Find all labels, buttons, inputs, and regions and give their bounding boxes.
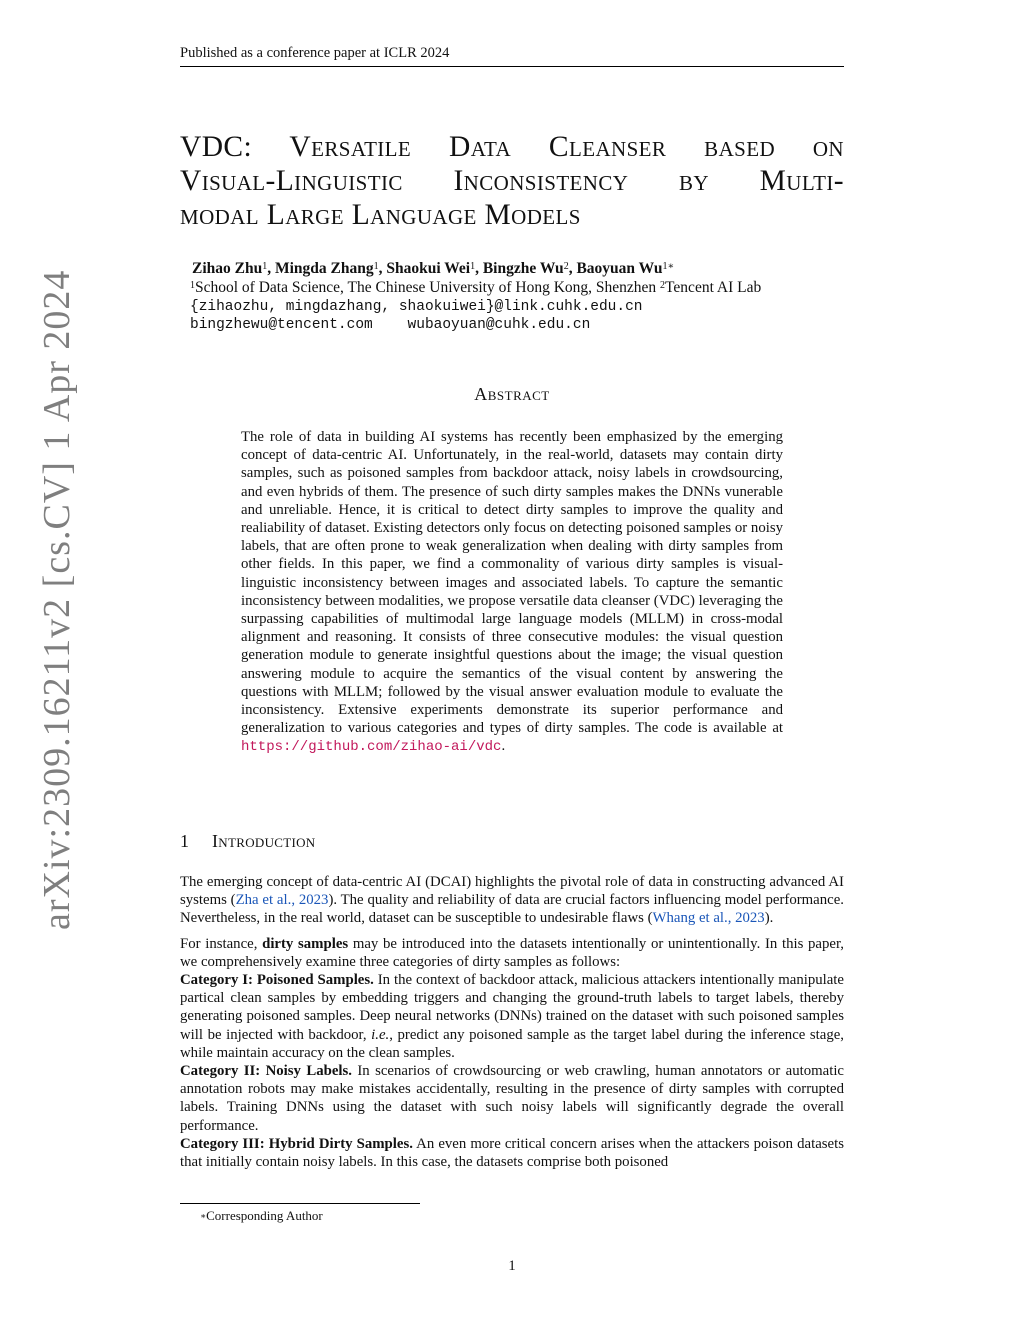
paragraph-category-3: Category III: Hybrid Dirty Samples. An even more critical concern arises when the attackers poison datasets that initially contain noisy labels. In this case, the datasets comprise both poisoned — [180, 1135, 844, 1171]
paragraph: For instance, dirty samples may be introduced into the datasets intentionally or unintentionally. In this paper, we comprehensively examine three categories of dirty samples as follows: — [180, 935, 844, 970]
abstract-body: The role of data in building AI systems has recently been emphasized by the emerging concept of data-centric AI. Unfortunately, in the real-world, datasets may contain dirty samples, such as poisoned samples from backdoor attack, noisy labels in crowdsourcing, and even hybrids of them. The presence of such dirty samples makes the DNNs vunerable and unreliable. Hence, it is critical to detect dirty samples to improve the quality and realiability of dataset. Existing detectors only focus on detecting poisoned samples or noisy labels, that are often prone to weak generalization when dealing with dirty samples from other fields. In this paper, we find a commonality of various dirty samples is visual-linguistic inconsistency between images and associated labels. To capture the semantic inconsistency between modalities, we propose versatile data cleanser (VDC) leveraging the surpassing capabilities of multimodal large language models (MLLM) in cross-modal alignment and reasoning. It consists of three consecutive modules: the visual question generation module to generate insightful questions about the image; the visual question answering module to acquire the semantics of the visual content by answering the questions with MLLM; followed by the visual answer evaluation module to evaluate the inconsistency. Extensive experiments demonstrate its superior performance and generalization to various categories and types of dirty samples. The code is available at https://github.com/zihao-ai/vdc. — [241, 429, 783, 756]
author-list: Zihao Zhu$^1$, Mingda Zhang$^1$, Shaokui Wei$^1$, Bingzhe Wu$^2$, Baoyuan $Wu^{1∗}$ — [192, 260, 675, 277]
introduction-body — [180, 873, 844, 1171]
abstract-text: The role of data in building AI systems has recently been emphasized by the emerging concept of data-centric AI. Unfortunately, in the real-world, datasets may contain dirty samples, such as poisoned samples from backdoor attack, noisy labels in crowdsourcing, and even hybrids of them. The presence of such dirty samples makes the DNNs vunerable and unreliable. Hence, it is critical to detect dirty samples to improve the quality and realiability of dataset. Existing detectors only focus on detecting poisoned samples or noisy labels, that are often prone to weak generalization when dealing with dirty samples from other fields. In this paper, we find a commonality of various dirty samples is visual-linguistic inconsistency between images and associated labels. To capture the semantic inconsistency between modalities, we propose versatile data cleanser (VDC) leveraging the surpassing capabilities of multimodal large language models (MLLM) in cross-modal alignment and reasoning. It consists of three consecutive modules: the visual question generation module to generate insightful questions about the image; the visual question answering module to acquire the semantics of the visual content by answering the questions with MLLM; followed by the visual answer evaluation module to evaluate the inconsistency. Extensive experiments demonstrate its superior performance and generalization to various categories and types of dirty samples. The code is available at — [241, 429, 783, 737]
footnote: ∗Corresponding Author — [200, 1208, 323, 1223]
paragraph-category-2: Category II: Noisy Labels. In scenarios of crowdsourcing or web crawling, human annotators or automatic annotation robots may make mistakes accidentally, resulting in the presence of dirty samples with corrupted labels. Training DNNs using the dataset with such noisy labels will significantly degrade the overall performance. — [180, 1063, 844, 1134]
code-link[interactable]: https://github.com/zihao-ai/vdc — [241, 739, 502, 756]
abstract-heading: Abstract — [474, 384, 550, 404]
page-number: 1 — [508, 1258, 516, 1274]
citation-link[interactable]: Whang et al., 2023 — [652, 910, 765, 927]
email-line[interactable]: {zihaozhu, mingdazhang, shaokuiwei}@link.cuhk.edu.cn — [190, 299, 643, 315]
section-title: Introduction — [212, 831, 316, 851]
author-emails — [190, 298, 850, 334]
paper-title — [180, 130, 844, 232]
title-line: Visual-Linguistic Inconsistency by Multi- — [180, 165, 844, 197]
section-number: 1 — [180, 831, 190, 851]
author: Mingda Zhang$^1$ — [274, 260, 379, 277]
arxiv-stamp[interactable]: arXiv:2309.16211v2 [cs.CV] 1 Apr 2024 — [36, 269, 78, 930]
author: Shaokui Wei$^1$ — [386, 260, 476, 277]
section-heading-introduction — [180, 830, 844, 852]
citation-link[interactable]: Zha et al., 2023 — [235, 892, 329, 909]
footnote-rule — [180, 1203, 420, 1204]
paragraph: The emerging concept of data-centric AI (DCAI) highlights the pivotal role of data in constructing advanced AI systems (Zha et al., 2023). The quality and reliability of data are crucial factors influencing model performance. Nevertheless, in the real world, dataset can be susceptible to undesirable flaws (Whang et al., 2023). — [180, 874, 844, 927]
title-line: VDC: Versatile Data Cleanser based on — [180, 131, 844, 163]
affiliations: $^1$School of Data Science, The Chinese University of Hong Kong, Shenzhen $^2$Tencent AI Lab — [190, 279, 762, 296]
author: Baoyuan $Wu^{1∗}$ — [576, 260, 675, 277]
title-line: modal Large Language Models — [180, 199, 581, 231]
paragraph-category-1: Category I: Poisoned Samples. In the context of backdoor attack, malicious attackers intentionally manipulate partical clean samples by embedding triggers and changing the ground-truth labels to target labels, thereby generating poisoned samples. Deep neural networks (DNNs) trained on the dataset with such poisoned samples will be injected with backdoor, i.e., predict any poisoned sample as the target label during the inference stage, while maintain accuracy on the clean samples. — [180, 972, 844, 1061]
author: Bingzhe Wu$^2$ — [482, 260, 569, 277]
running-header: Published as a conference paper at ICLR 2024 — [180, 44, 844, 67]
email-line[interactable]: bingzhewu@tencent.com wubaoyuan@cuhk.edu.cn — [190, 317, 591, 333]
author: Zihao Zhu$^1$ — [192, 260, 268, 277]
